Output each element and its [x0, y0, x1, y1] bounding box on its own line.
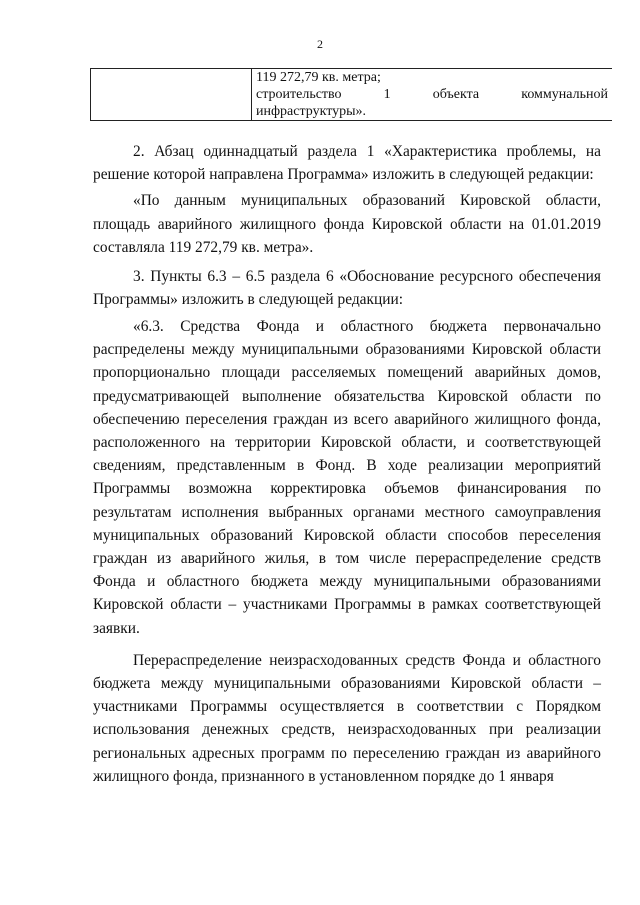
table-cell-empty: [91, 69, 252, 121]
paragraph-amendment-2: 2. Абзац одиннадцатый раздела 1 «Характеристика проблемы, на решение которой направлена Программа» изложить в следующей редакции:: [93, 143, 601, 184]
paragraph-amendment-3: 3. Пункты 6.3 – 6.5 раздела 6 «Обоснование ресурсного обеспечения Программы» изложить в следующей редакции:: [93, 267, 601, 308]
table-word: строительство: [256, 87, 342, 102]
table-line-construction: [256, 86, 608, 103]
paragraph-redistribution: Перераспределение неизрасходованных средств Фонда и областного бюджета между муниципальными образованиями Кировской области – участниками Программы осуществляется в соответствии с Порядком использования денежных средств, неизрасходованных при реализации региональных адресных программ по переселению граждан из аварийного жилищного фонда, признанного в установленном порядке до 1 января: [93, 651, 601, 785]
page-number: 2: [317, 37, 323, 51]
table-cell-content: [252, 69, 613, 121]
table-line-infrastructure: инфраструктуры».: [256, 104, 367, 119]
table-word: объекта: [432, 87, 480, 102]
paragraph-section-6-3: «6.3. Средства Фонда и областного бюджета первоначально распределены между муниципальными образованиями Кировской области пропорционально площади расселяемых помещений аварийных домов, предусматривающей выполнение обязательства Кировской области по обеспечению переселения граждан из всего аварийного жилищного фонда, расположенного на территории Кировской области, и соответствующей сведениям, представленным в Фонд. В ходе реализации мероприятий Программы возможна корректировка объемов финансирования по результатам исполнения выбранных органами местного самоуправления муниципальных образований Кировской области способов переселения граждан из аварийного жилья, в том числе перераспределение средств Фонда и областного бюджета между муниципальными образованиями Кировской области – участниками Программы в рамках соответствующей заявки.: [93, 317, 601, 637]
table-fragment: [90, 68, 612, 121]
table-row: [91, 69, 613, 121]
table-word: коммунальной: [521, 87, 608, 102]
document-body: [93, 140, 601, 788]
table-line-area: 119 272,79 кв. метра;: [256, 70, 381, 85]
table-word: 1: [383, 87, 391, 102]
paragraph-quote-area: «По данным муниципальных образований Кировской области, площадь аварийного жилищного фонда Кировской области на 01.01.2019 составляла 119 272,79 кв. метра».: [93, 192, 601, 256]
